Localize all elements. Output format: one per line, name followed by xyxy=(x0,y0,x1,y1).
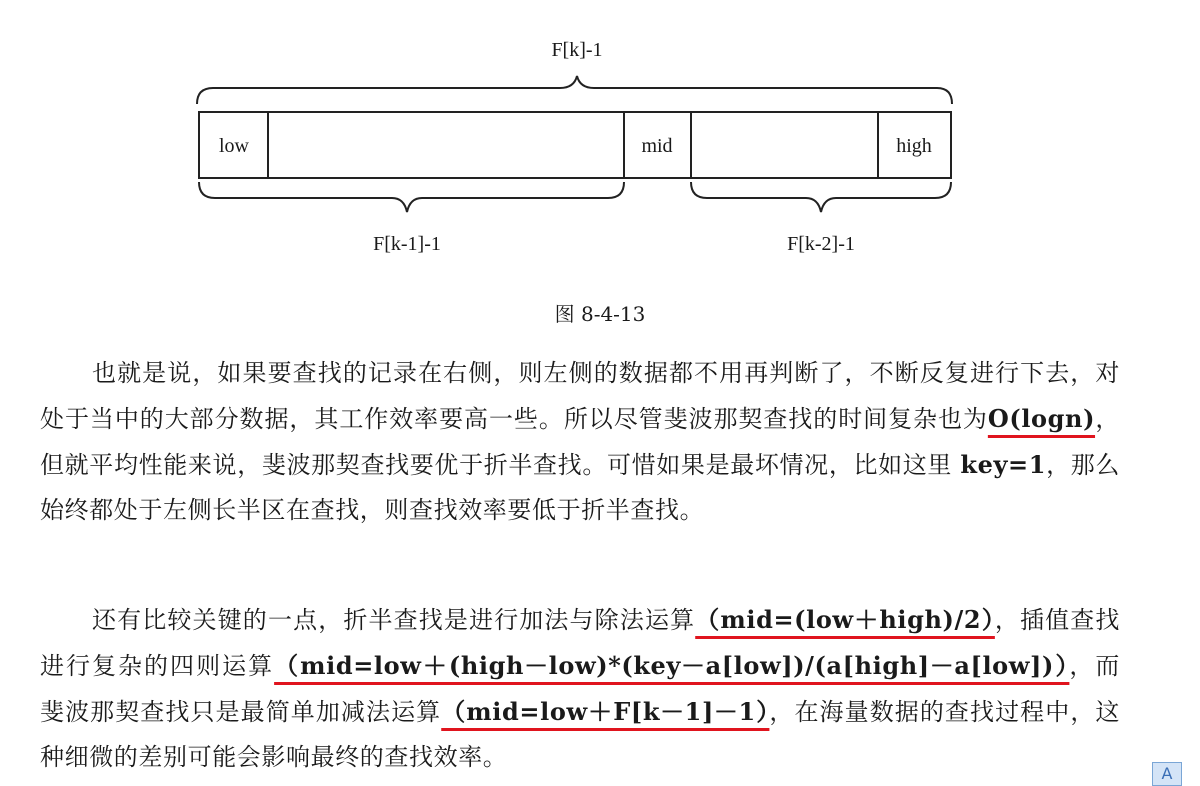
cell-low: low xyxy=(219,135,249,157)
p1-text-2: ，但就平均性能来说，斐波那契查找要优于折半查找。可惜如果是最坏情况，比如这里 xyxy=(40,405,1120,479)
left-brace xyxy=(199,182,624,212)
left-brace-label: F[k-1]-1 xyxy=(373,233,441,255)
figure-caption: 图 8-4-13 xyxy=(554,302,646,326)
p2-text-4: ，在海量数据的查找过程中，这种细微的差别可能会影响最终的查找效率。 xyxy=(40,698,1120,771)
top-brace-label: F[k]-1 xyxy=(551,39,603,61)
right-brace xyxy=(691,182,951,212)
p2-binary-formula-underlined: （mid=(low＋high)/2） xyxy=(695,605,995,634)
corner-app-icon[interactable]: A xyxy=(1152,762,1182,786)
p2-fibonacci-formula-underlined: （mid=low＋F[k－1]－1） xyxy=(441,697,770,726)
p1-text-3: ，那么始终都处于左侧长半区在查找，则查找效率要低于折半查找。 xyxy=(40,451,1120,524)
array-box xyxy=(199,112,951,178)
p1-text-1: 也就是说，如果要查找的记录在右侧，则左侧的数据都不用再判断了，不断反复进行下去，对处于当中的大部分数据，其工作效率要高一些。所以尽管斐波那契查找的时间复杂也为 xyxy=(40,359,1120,433)
p2-text-1: 还有比较关键的一点，折半查找是进行加法与除法运算 xyxy=(92,606,696,634)
paragraph-1 xyxy=(40,351,1120,533)
p1-complexity-underlined: O(logn) xyxy=(987,404,1096,433)
p2-text-3: ，而斐波那契查找只是最简单加减法运算 xyxy=(40,652,1121,726)
p1-key-value: key=1 xyxy=(960,450,1047,479)
cell-mid: mid xyxy=(641,135,673,157)
p2-interpolation-formula-underlined: （mid=low＋(high－low)*(key－a[low])/(a[high]－a[low])） xyxy=(274,651,1070,680)
paragraph-2 xyxy=(40,597,1120,780)
p2-text-2: ，插值查找进行复杂的四则运算 xyxy=(40,606,1120,680)
cell-high: high xyxy=(896,135,932,157)
right-brace-label: F[k-2]-1 xyxy=(787,233,855,255)
fibonacci-search-diagram xyxy=(0,0,1200,320)
top-brace xyxy=(197,76,952,104)
